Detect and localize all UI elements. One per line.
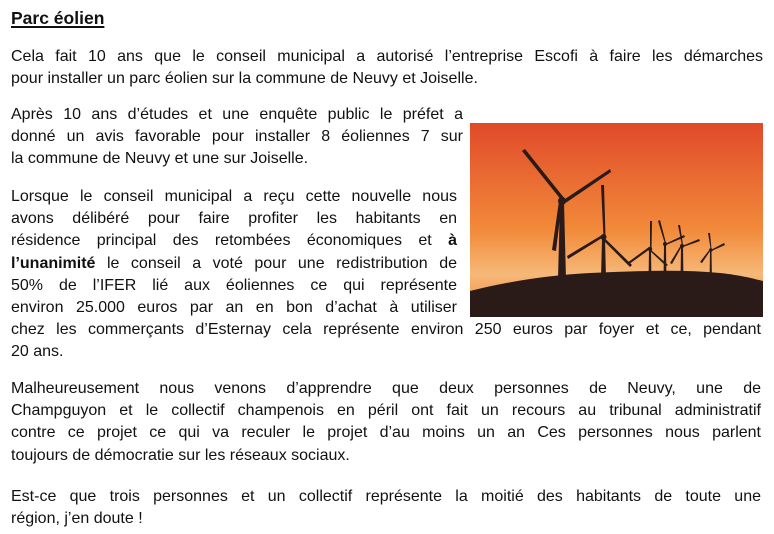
wind-turbines-illustration [470, 123, 763, 317]
wind-turbines-photo [470, 123, 763, 317]
paragraph-intro [11, 46, 763, 90]
paragraph-line: région, j’en doute ! [11, 510, 143, 528]
paragraph-line: Est-ce que trois personnes et un collectif représente la moitié des habitants de toute une [11, 488, 761, 505]
paragraph-line: environ 25.000 euros par an en bon d’achat à utiliser [11, 299, 457, 317]
paragraph-line: donné un avis favorable pour installer 8 éoliennes 7 sur [11, 128, 463, 146]
paragraph-line: 50% de l’IFER lié aux éoliennes ce qui représente [11, 276, 457, 294]
paragraph-line [11, 253, 457, 275]
paragraph-line [11, 230, 457, 252]
paragraph-line: avons délibéré pour faire profiter les habitants en [11, 210, 457, 228]
paragraph-appeal [11, 378, 761, 467]
article-title: Parc éolien [11, 8, 105, 28]
bold-text: à [448, 232, 457, 250]
paragraph-conclusion [11, 486, 761, 530]
paragraph-line: pour installer un parc éolien sur la commune de Neuvy et Joiselle. [11, 70, 478, 88]
paragraph-line: Champguyon et le collectif champenois en péril ont fait un recours au tribunal administratif [11, 402, 761, 420]
paragraph-line: la commune de Neuvy et une sur Joiselle. [11, 150, 309, 168]
paragraph-line: toujours de démocratie sur les réseaux sociaux. [11, 446, 350, 464]
paragraph-line: Lorsque le conseil municipal a reçu cette nouvelle nous [11, 188, 457, 205]
paragraph-line: 20 ans. [11, 343, 64, 361]
paragraph-line: Après 10 ans d’études et une enquête public le préfet a [11, 106, 463, 123]
bold-text: l’unanimité [11, 254, 96, 272]
paragraph-line: chez les commerçants d’Esternay cela représente environ 250 euros par foyer et ce, pendant [11, 321, 761, 339]
text-segment: résidence principal des retombées économiques et [11, 232, 449, 250]
paragraph-prefect [11, 104, 463, 171]
text-segment: le conseil a voté pour une redistribution de [95, 254, 457, 272]
paragraph-line: contre ce projet ce qui va reculer le projet d’au moins un an Ces personnes nous parlent [11, 424, 761, 442]
paragraph-line: Malheureusement nous venons d’apprendre que deux personnes de Neuvy, une de [11, 380, 761, 397]
paragraph-line: Cela fait 10 ans que le conseil municipal a autorisé l’entreprise Escofi à faire les démarches [11, 48, 763, 65]
